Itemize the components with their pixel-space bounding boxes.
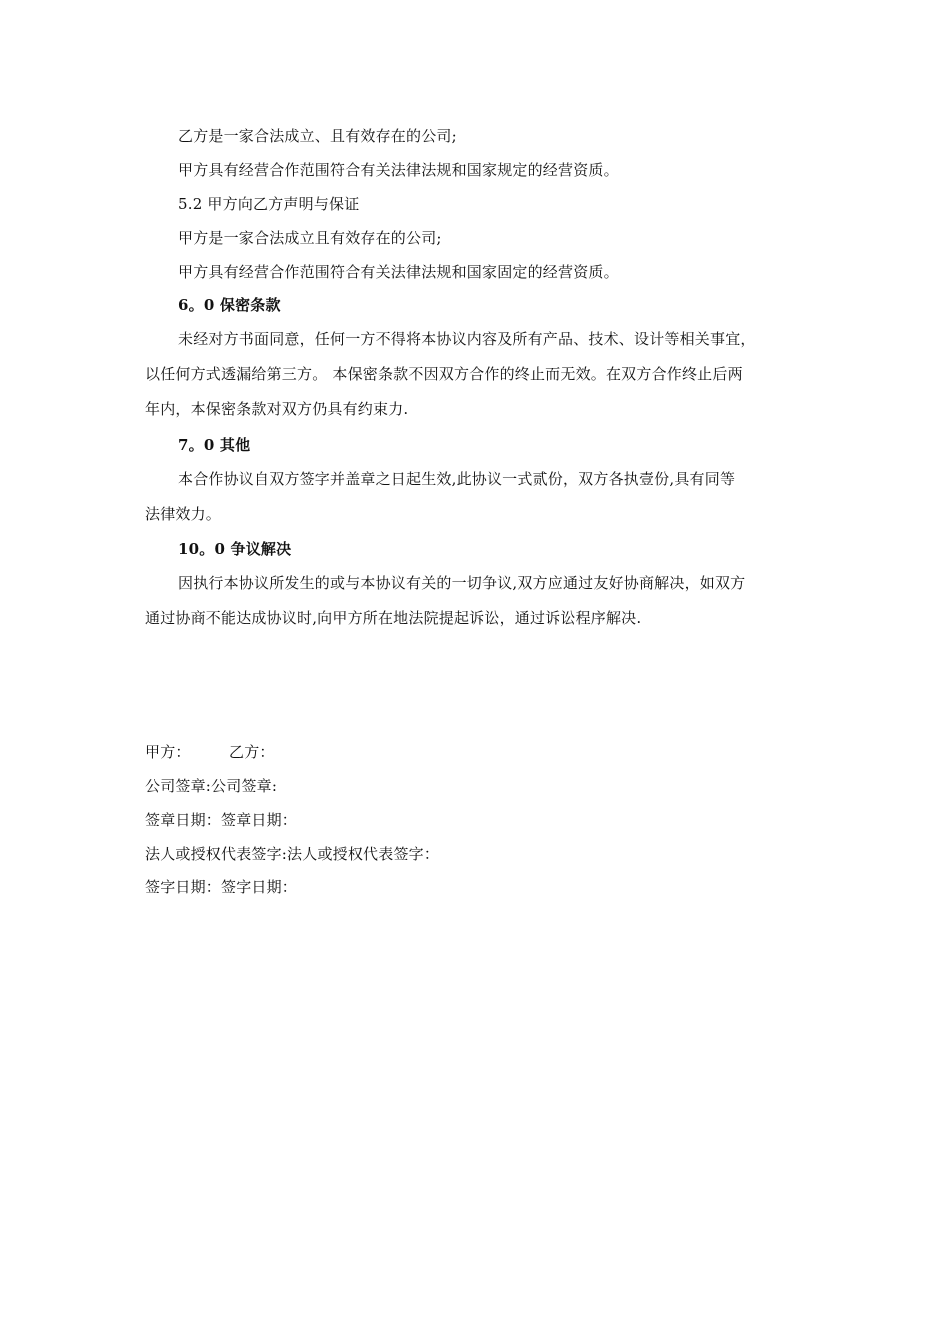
other-para-line-1: 本合作协议自双方签字并盖章之日起生效,此协议一式贰份，双方各执壹份,具有同等 xyxy=(178,470,736,488)
party-a-qualification-line-2: 甲方具有经营合作范围符合有关法律法规和国家固定的经营资质。 xyxy=(178,263,619,281)
seal-date-line: 签章日期：签章日期： xyxy=(145,811,298,829)
party-b-signature-label: 乙方： xyxy=(229,743,275,761)
other-para-line-2: 法律效力。 xyxy=(145,505,222,523)
party-a-statement-line: 甲方是一家合法成立且有效存在的公司; xyxy=(178,229,442,247)
dispute-para-line-2: 通过协商不能达成协议时,向甲方所在地法院提起诉讼，通过诉讼程序解决. xyxy=(145,609,642,627)
party-a-qualification-line: 甲方具有经营合作范围符合有关法律法规和国家规定的经营资质。 xyxy=(178,161,619,179)
section-10-heading: 10。0 争议解决 xyxy=(178,540,292,558)
company-seal-line: 公司签章:公司签章: xyxy=(145,777,278,795)
clause-5-2-title: 5.2 甲方向乙方声明与保证 xyxy=(178,195,360,213)
dispute-para-line-1: 因执行本协议所发生的或与本协议有关的一切争议,双方应通过友好协商解决，如双方 xyxy=(178,574,746,592)
representative-signature-line: 法人或授权代表签字:法人或授权代表签字： xyxy=(145,845,440,863)
section-7-heading: 7。0 其他 xyxy=(178,436,251,454)
confidentiality-para-line-3: 年内，本保密条款对双方仍具有约束力. xyxy=(145,400,409,418)
signature-date-line: 签字日期：签字日期： xyxy=(145,878,298,896)
party-a-signature-label: 甲方： xyxy=(145,743,191,761)
confidentiality-para-line-2: 以任何方式透漏给第三方。 本保密条款不因双方合作的终止而无效。在双方合作终止后两 xyxy=(145,365,743,383)
party-b-statement-line: 乙方是一家合法成立、且有效存在的公司; xyxy=(178,127,457,145)
section-6-heading: 6。0 保密条款 xyxy=(178,296,281,314)
confidentiality-para-line-1: 未经对方书面同意，任何一方不得将本协议内容及所有产品、技术、设计等相关事宜， xyxy=(178,330,756,348)
